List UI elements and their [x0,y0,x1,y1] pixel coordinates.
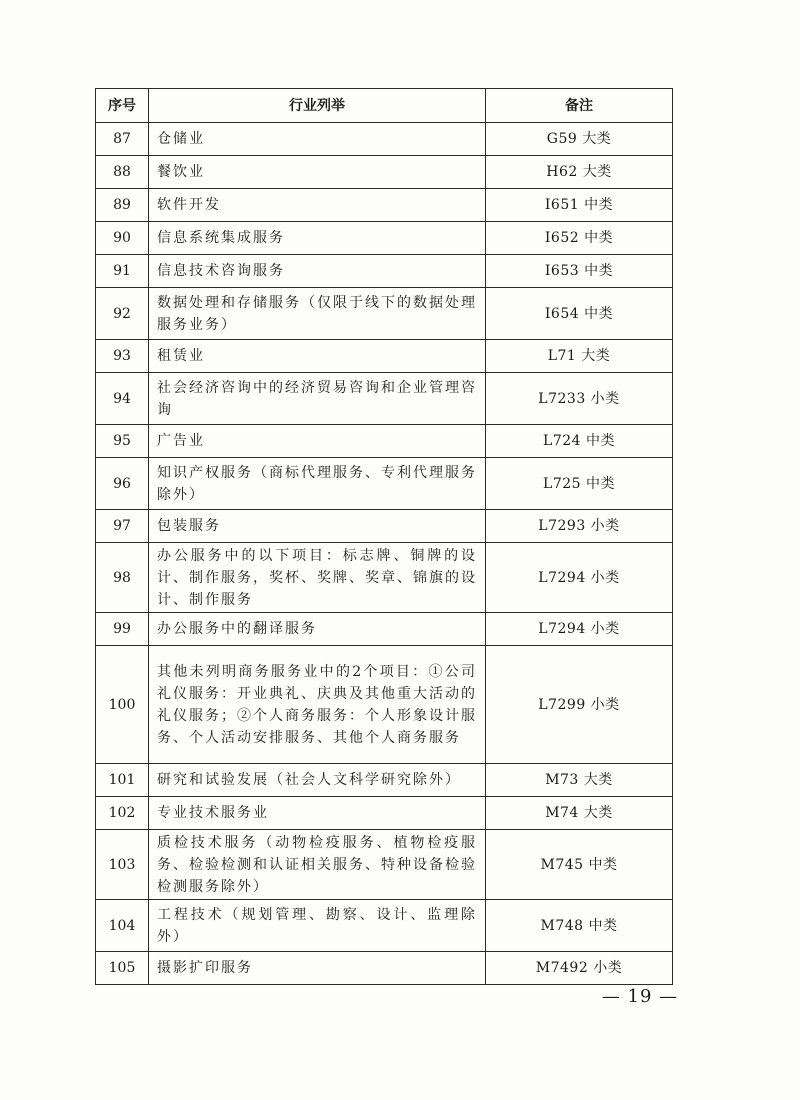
table-row [96,952,673,985]
row-industry: 办公服务中的以下项目：标志牌、铜牌的设计、制作服务，奖杯、奖牌、奖章、锦旗的设计、制作服务 [149,543,486,613]
row-industry: 其他未列明商务服务业中的2个项目：①公司礼仪服务：开业典礼、庆典及其他重大活动的礼仪服务；②个人商务服务：个人形象设计服务、个人活动安排服务、其他个人商务服务 [149,646,486,764]
row-note: I653 中类 [486,255,673,288]
table-row [96,123,673,156]
table-header-row [96,89,673,123]
row-industry: 专业技术服务业 [149,797,486,830]
table-row [96,613,673,646]
row-no: 104 [96,900,149,952]
row-no: 93 [96,340,149,373]
row-note: M73 大类 [486,764,673,797]
row-industry: 质检技术服务（动物检疫服务、植物检疫服务、检验检测和认证相关服务、特种设备检验检测服务除外） [149,830,486,900]
row-no: 95 [96,425,149,458]
table-row [96,340,673,373]
row-note: G59 大类 [486,123,673,156]
row-note: L7299 小类 [486,646,673,764]
header-no: 序号 [96,89,149,123]
row-note: H62 大类 [486,156,673,189]
row-no: 89 [96,189,149,222]
row-note: L7293 小类 [486,510,673,543]
row-no: 96 [96,458,149,510]
table-row [96,425,673,458]
table-row [96,764,673,797]
row-industry: 知识产权服务（商标代理服务、专利代理服务除外） [149,458,486,510]
row-no: 88 [96,156,149,189]
row-no: 103 [96,830,149,900]
row-no: 91 [96,255,149,288]
row-industry: 仓储业 [149,123,486,156]
row-industry: 包装服务 [149,510,486,543]
row-industry: 租赁业 [149,340,486,373]
table-row [96,288,673,340]
row-no: 92 [96,288,149,340]
row-note: I654 中类 [486,288,673,340]
row-industry: 餐饮业 [149,156,486,189]
row-industry: 研究和试验发展（社会人文科学研究除外） [149,764,486,797]
row-industry: 工程技术（规划管理、勘察、设计、监理除外） [149,900,486,952]
industry-table [95,88,673,985]
row-note: I652 中类 [486,222,673,255]
table-row [96,156,673,189]
row-no: 87 [96,123,149,156]
row-industry: 信息技术咨询服务 [149,255,486,288]
row-note: I651 中类 [486,189,673,222]
table-row [96,510,673,543]
table-row [96,189,673,222]
header-industry: 行业列举 [149,89,486,123]
row-no: 101 [96,764,149,797]
row-note: L7233 小类 [486,373,673,425]
row-industry: 软件开发 [149,189,486,222]
row-note: M748 中类 [486,900,673,952]
table-row [96,543,673,613]
row-no: 99 [96,613,149,646]
row-note: L71 大类 [486,340,673,373]
row-note: L7294 小类 [486,543,673,613]
row-industry: 社会经济咨询中的经济贸易咨询和企业管理咨询 [149,373,486,425]
row-note: M7492 小类 [486,952,673,985]
table-row [96,458,673,510]
row-no: 97 [96,510,149,543]
row-industry: 办公服务中的翻译服务 [149,613,486,646]
row-industry: 广告业 [149,425,486,458]
table-row [96,797,673,830]
table-row [96,900,673,952]
row-note: M745 中类 [486,830,673,900]
row-note: L724 中类 [486,425,673,458]
page-number: — 19 — [601,986,679,1007]
table-row [96,373,673,425]
row-no: 100 [96,646,149,764]
row-industry: 摄影扩印服务 [149,952,486,985]
table-row [96,255,673,288]
table-row [96,830,673,900]
row-industry: 数据处理和存储服务（仅限于线下的数据处理服务业务） [149,288,486,340]
row-note: M74 大类 [486,797,673,830]
row-note: L7294 小类 [486,613,673,646]
table-row [96,646,673,764]
row-no: 90 [96,222,149,255]
table-row [96,222,673,255]
row-no: 105 [96,952,149,985]
row-no: 94 [96,373,149,425]
row-industry: 信息系统集成服务 [149,222,486,255]
row-no: 102 [96,797,149,830]
header-note: 备注 [486,89,673,123]
row-no: 98 [96,543,149,613]
row-note: L725 中类 [486,458,673,510]
